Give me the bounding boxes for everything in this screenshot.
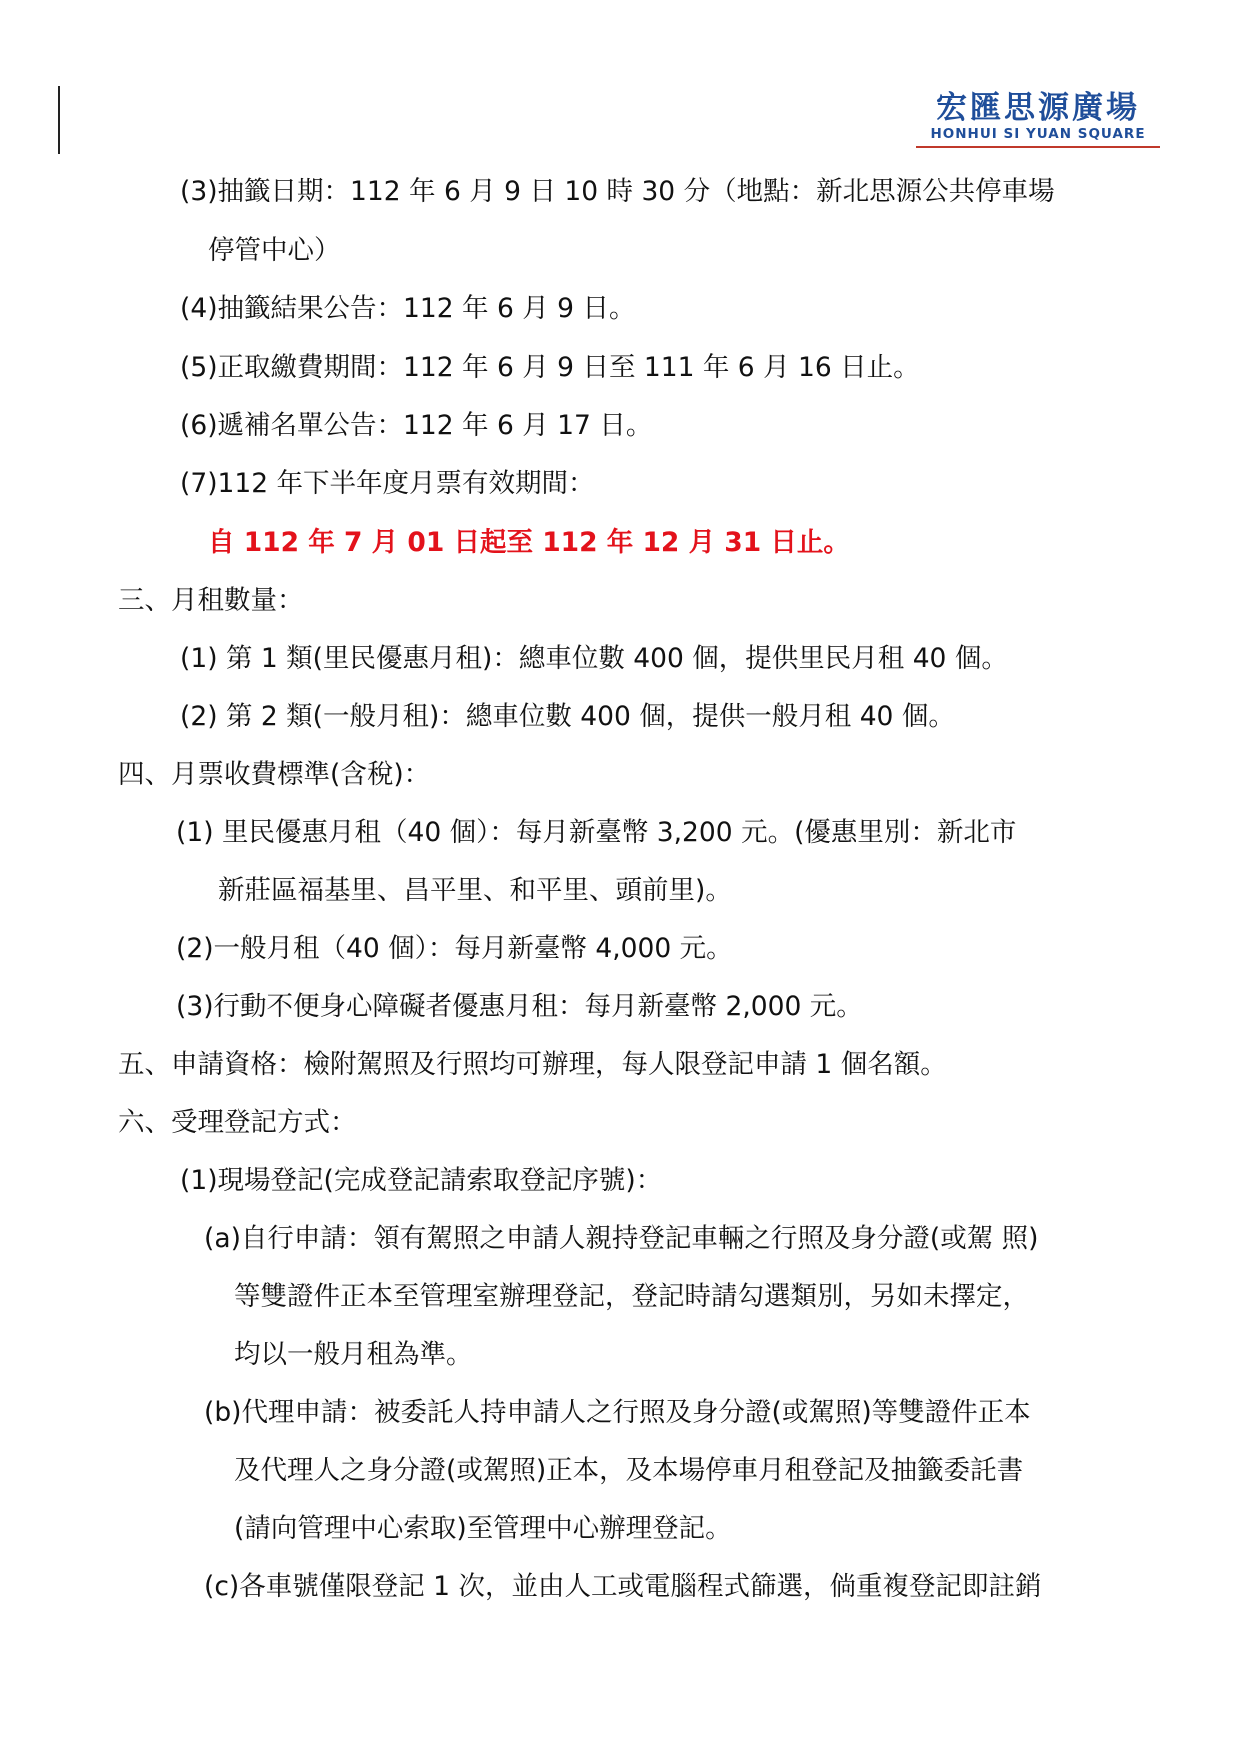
logo-chinese-name: 宏匯思源廣場 bbox=[936, 90, 1140, 126]
margin-rule bbox=[58, 86, 60, 154]
text-line: (6)遞補名單公告：112 年 6 月 17 日。 bbox=[180, 410, 653, 441]
text-line: (7)112 年下半年度月票有效期間： bbox=[180, 468, 595, 499]
text-line: (1) 第 1 類(里民優惠月租)：總車位數 400 個，提供里民月租 40 個。 bbox=[180, 643, 1008, 674]
text-line: (1)現場登記(完成登記請索取登記序號)： bbox=[180, 1165, 663, 1196]
text-line: 停管中心） bbox=[208, 235, 341, 266]
section-heading: 四、月票收費標準(含稅)： bbox=[118, 759, 431, 790]
validity-period-highlight: 自 112 年 7 月 01 日起至 112 年 12 月 31 日止。 bbox=[208, 527, 850, 558]
text-line: 及代理人之身分證(或駕照)正本，及本場停車月租登記及抽籤委託書 bbox=[234, 1455, 1024, 1486]
text-line: (3)抽籤日期：112 年 6 月 9 日 10 時 30 分（地點：新北思源公共停車場 bbox=[180, 176, 1055, 207]
section-heading: 五、申請資格：檢附駕照及行照均可辦理，每人限登記申請 1 個名額。 bbox=[118, 1049, 947, 1080]
text-line: (b)代理申請：被委託人持申請人之行照及身分證(或駕照)等雙證件正本 bbox=[204, 1397, 1031, 1428]
text-line: (c)各車號僅限登記 1 次，並由人工或電腦程式篩選，倘重複登記即註銷 bbox=[204, 1571, 1042, 1602]
text-line: (a)自行申請：領有駕照之申請人親持登記車輛之行照及身分證(或駕 照) bbox=[204, 1223, 1039, 1254]
text-line: 等雙證件正本至管理室辦理登記，登記時請勾選類別，另如未擇定， bbox=[234, 1281, 1029, 1312]
company-logo bbox=[916, 90, 1160, 148]
logo-underline bbox=[916, 146, 1160, 148]
text-line: (2)一般月租（40 個）：每月新臺幣 4,000 元。 bbox=[176, 933, 733, 964]
text-line: 均以一般月租為準。 bbox=[234, 1339, 473, 1370]
text-line: (請向管理中心索取)至管理中心辦理登記。 bbox=[234, 1513, 732, 1544]
logo-english-name: HONHUI SI YUAN SQUARE bbox=[930, 126, 1146, 142]
text-line: (1) 里民優惠月租（40 個）：每月新臺幣 3,200 元。(優惠里別：新北市 bbox=[176, 817, 1017, 848]
text-line: (4)抽籤結果公告：112 年 6 月 9 日。 bbox=[180, 293, 636, 324]
section-heading: 六、受理登記方式： bbox=[118, 1107, 357, 1138]
text-line: 新莊區福基里、昌平里、和平里、頭前里)。 bbox=[218, 875, 732, 906]
text-line: (2) 第 2 類(一般月租)：總車位數 400 個，提供一般月租 40 個。 bbox=[180, 701, 955, 732]
section-heading: 三、月租數量： bbox=[118, 585, 304, 616]
text-line: (5)正取繳費期間：112 年 6 月 9 日至 111 年 6 月 16 日止。 bbox=[180, 352, 920, 383]
text-line: (3)行動不便身心障礙者優惠月租：每月新臺幣 2,000 元。 bbox=[176, 991, 863, 1022]
